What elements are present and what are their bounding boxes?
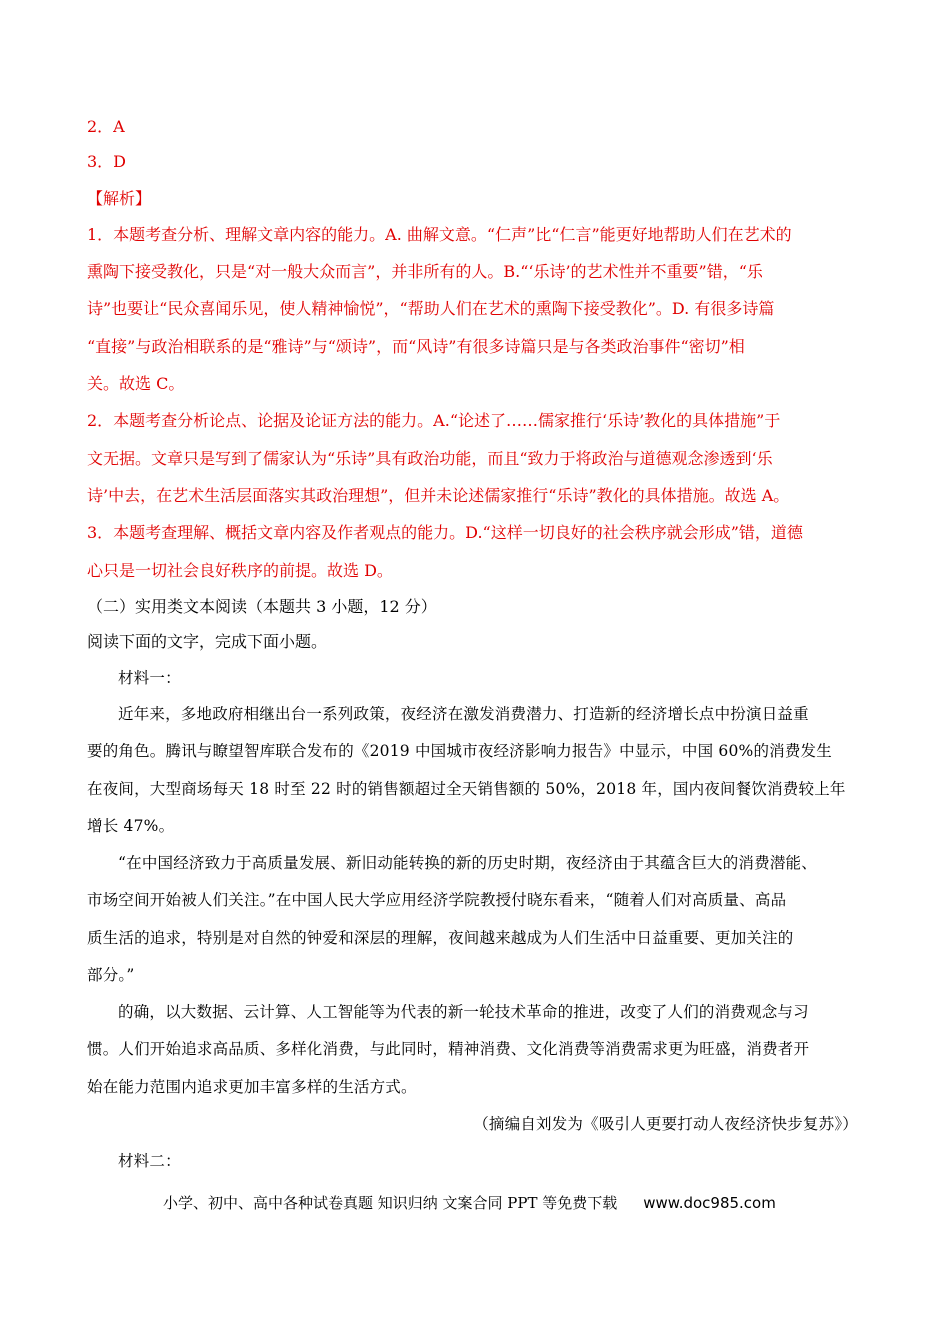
analysis-line: 诗”也要让“民众喜闻乐见，使人精神愉悦”，“帮助人们在艺术的熏陶下接受教化”。D. 有很多诗篇 — [87, 299, 775, 318]
analysis-line: “直接”与政治相联系的是“雅诗”与“颂诗”，而“风诗”有很多诗篇只是与各类政治事件“密切”相 — [87, 337, 745, 356]
analysis-heading: 【解析】 — [87, 189, 152, 208]
instruction: 阅读下面的文字，完成下面小题。 — [87, 632, 328, 651]
paragraph-line: 市场空间开始被人们关注。”在中国人民大学应用经济学院教授付晓东看来，“随着人们对高质量、高品 — [87, 891, 787, 909]
footer-site-link[interactable]: www.doc985.com — [643, 1194, 776, 1212]
answer-2: 2．A — [87, 117, 125, 136]
paragraph-line: 近年来，多地政府相继出台一系列政策，夜经济在激发消费潜力、打造新的经济增长点中扮演日益重 — [118, 705, 809, 723]
footer-text: 小学、初中、高中各种试卷真题 知识归纳 文案合同 PPT 等免费下载 — [163, 1194, 618, 1212]
paragraph-line: 在夜间，大型商场每天 18 时至 22 时的销售额超过全天销售额的 50%，2018 年，国内夜间餐饮消费较上年 — [87, 780, 846, 798]
analysis-line: 关。故选 C。 — [87, 374, 185, 393]
analysis-line: 心只是一切社会良好秩序的前提。故选 D。 — [87, 561, 393, 580]
section-title: （二）实用类文本阅读（本题共 3 小题，12 分） — [87, 597, 437, 616]
material-2-label: 材料二： — [118, 1152, 181, 1170]
material-1-label: 材料一： — [118, 669, 181, 687]
paragraph-line: 始在能力范围内追求更加丰富多样的生活方式。 — [87, 1078, 417, 1096]
paragraph-line: 质生活的追求，特别是对自然的钟爱和深层的理解，夜间越来越成为人们生活中日益重要、更加关注的 — [87, 929, 794, 947]
paragraph-line: 惯。人们开始追求高品质、多样化消费，与此同时，精神消费、文化消费等消费需求更为旺盛，消费者开 — [87, 1040, 810, 1058]
source-citation: （摘编自刘发为《吸引人更要打动人夜经济快步复苏》） — [473, 1115, 858, 1133]
analysis-line: 2．本题考查分析论点、论据及论证方法的能力。A.“论述了……儒家推行‘乐诗’教化的具体措施”于 — [87, 411, 781, 430]
analysis-line: 熏陶下接受教化，只是“对一般大众而言”，并非所有的人。B.“‘乐诗’的艺术性并不重要”错，“乐 — [87, 262, 763, 281]
paragraph-line: 部分。” — [87, 966, 135, 984]
answer-3: 3．D — [87, 152, 127, 171]
analysis-line: 诗’中去，在艺术生活层面落实其政治理想”，但并未论述儒家推行“乐诗”教化的具体措施。故选 A。 — [87, 486, 790, 505]
analysis-line: 1．本题考查分析、理解文章内容的能力。A. 曲解文意。“仁声”比“仁言”能更好地帮助人们在艺术的 — [87, 225, 792, 244]
paragraph-line: 的确，以大数据、云计算、人工智能等为代表的新一轮技术革命的推进，改变了人们的消费观念与习 — [118, 1003, 809, 1021]
footer — [163, 1192, 776, 1213]
analysis-line: 文无据。文章只是写到了儒家认为“乐诗”具有政治功能，而且“致力于将政治与道德观念渗透到‘乐 — [87, 449, 773, 468]
paragraph-line: “在中国经济致力于高质量发展、新旧动能转换的新的历史时期，夜经济由于其蕴含巨大的消费潜能、 — [118, 854, 817, 872]
paragraph-line: 要的角色。腾讯与瞭望智库联合发布的《2019 中国城市夜经济影响力报告》中显示，中国 60%的消费发生 — [87, 742, 832, 760]
analysis-line: 3．本题考查理解、概括文章内容及作者观点的能力。D.“这样一切良好的社会秩序就会形成”错，道德 — [87, 523, 803, 542]
paragraph-line: 增长 47%。 — [87, 817, 175, 835]
